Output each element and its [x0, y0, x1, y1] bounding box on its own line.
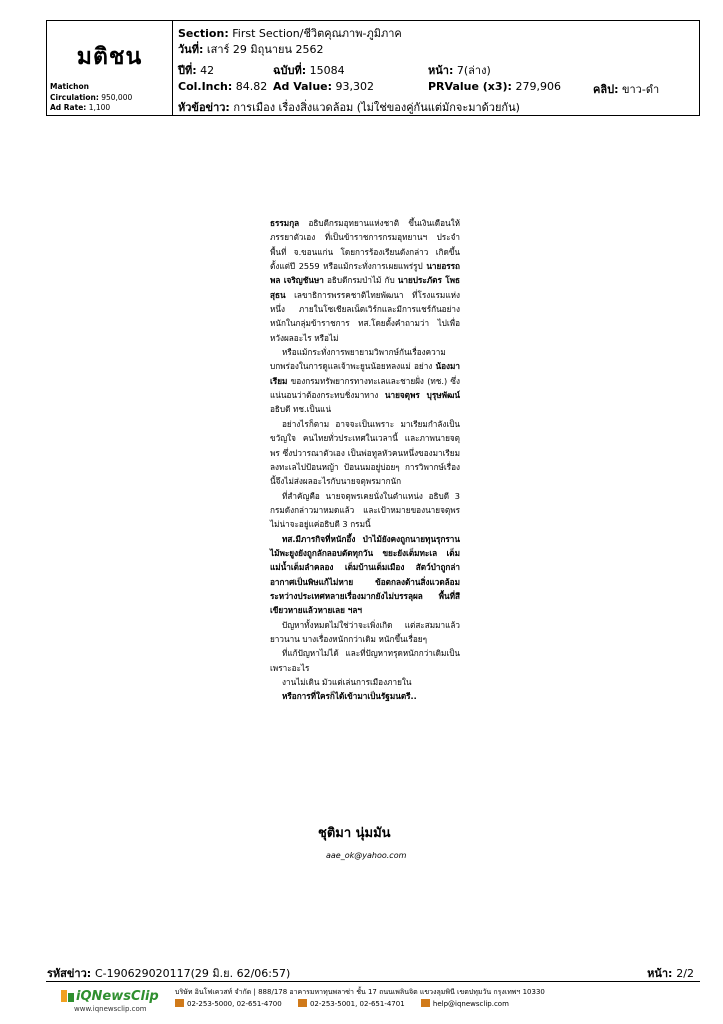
colinch-row — [178, 80, 267, 93]
adrate-value: 1,100 — [88, 103, 111, 112]
article-paragraph — [270, 345, 460, 417]
article-body — [270, 216, 460, 704]
circulation-value: 950,000 — [101, 92, 133, 102]
issue-value: 15084 — [309, 64, 345, 77]
article-paragraph: ที่แก้ปัญหาไม่ได้ และที่ปัญหาทรุดหนักกว่าเดิมเป็นเพราะอะไร — [270, 648, 460, 673]
company-address: บริษัท อินโฟเควสท์ จำกัด | 888/178 อาคารมหาทุนพลาซ่า ชั้น 17 ถนนเพลินจิต แขวงลุมพินี เขตปทุมวัน กรุงเทพฯ 10330 — [175, 988, 545, 996]
author-email: aae_ok@yahoo.com — [326, 851, 407, 860]
article-paragraph-emphasis — [270, 689, 460, 703]
brand-name: iQNewsClip — [76, 989, 159, 1004]
page-row — [428, 61, 491, 79]
headline-value: การเมือง เรื่องสิ่งแวดล้อม (ไม่ใช่ของคู่กันแต่มักจะมาด้วยกัน) — [233, 101, 520, 114]
footer-divider — [46, 981, 700, 982]
article-paragraph: อย่างไรก็ตาม อาจจะเป็นเพราะ มาเรียมกำลังเป็นขวัญใจ คนไทยทั่วประเทศในเวลานี้ และภาพนายจตุพร ซึ่งปวารณาตัวเอง เป็นพ่อทูลหัวคนหนึ่งของมาเรียมลงทะเลไปป้อนหญ้า ป้อนนมอยู่บ่อยๆ การวิพากษ์เรื่องนี้จึงไม่ส่งผลอะไรกับนายจตุพรมากนัก — [270, 418, 460, 487]
adrate-label: Ad Rate: — [50, 103, 87, 112]
section-label: Section: — [178, 27, 229, 40]
phone-icon — [175, 999, 184, 1007]
news-code — [47, 964, 290, 982]
article-paragraph — [270, 216, 460, 345]
fax-contact — [298, 998, 405, 1010]
year-label: ปีที่: — [178, 64, 197, 77]
iqnewsclip-logo[interactable] — [60, 987, 178, 1019]
date-row — [178, 40, 323, 58]
paragraph-text: ของกรมทรัพยากรทางทะเลและชายฝั่ง (ทช.) ซึ่งแน่นอนว่าต้องกระทบชิ่งมาทาง — [270, 375, 460, 401]
phone-contact — [175, 998, 282, 1010]
paragraph-text: อธิบดีกรมอุทยานแห่งชาติ ขึ้นเงินเดือนให้ภรรยาตัวเอง ที่เป็นข้าราชการกรมอุทยานฯ ประจำพื้นที่ จ.ขอนแก่น โดยการร้องเรียนดังกล่าว เกิดขึ้นตั้งแต่ปี 2559 หรือแม้กระทั่งการเผยแพร่รูป — [270, 218, 460, 272]
emphasis-text: หรือการที่ใครก็ได้เข้ามาเป็นรัฐมนตรี.. — [282, 691, 417, 702]
year-value: 42 — [200, 64, 215, 77]
colinch-label: Col.Inch: — [178, 80, 233, 93]
person-name: นายอรรถพล เจริญชันษา — [270, 261, 460, 286]
fax-number: 02-253-5001, 02-651-4701 — [309, 1000, 405, 1008]
person-name: นายประภัตร โพธสุธน — [270, 275, 461, 300]
clip-type-label: คลิป: — [593, 83, 619, 96]
email-contact[interactable] — [421, 998, 509, 1010]
advalue-value: 93,302 — [335, 80, 375, 93]
paragraph-text: อธิบดีกรมป่าไม้ กับ — [323, 275, 398, 286]
advalue-label: Ad Value: — [273, 80, 333, 93]
page-value: 7(ล่าง) — [456, 64, 491, 77]
paragraph-text: อธิบดี ทช.เป็นแน่ — [270, 404, 332, 415]
clip-header — [46, 20, 700, 116]
person-name: นายจตุพร บุรุษพัฒน์ — [384, 390, 461, 401]
fax-icon — [298, 999, 307, 1007]
clip-type-value: ขาว-ดำ — [621, 83, 660, 96]
email-address[interactable]: help@iqnewsclip.com — [432, 1000, 509, 1008]
news-code-label: รหัสข่าว: — [47, 967, 92, 980]
clip-type-row — [593, 80, 659, 98]
emphasis-text: ทส.มีภารกิจที่หนักอึ้ง ป่าไม้ยังคงถูกนายทุนรุกราน ไม้พะยูงยังถูกลักลอบตัดทุกวัน ขยะยังเต็มทะเล เต็มแม่น้ำเต็มลำคลอง เต็มบ้านเต็มเมือง สัตว์ป่าถูกล่า อากาศเป็นพิษแก้ไม่หาย ข้อตกลงด้านสิ่งแวดล้อมระหว่างประเทศหลายเรื่องมากยังไม่บรรลุผล พื้นที่สีเขียวหายแล้วหายเลย ฯลฯ — [270, 533, 460, 616]
paragraph-text: เลขาธิการพรรคชาติไทยพัฒนา ที่โรงแรมแห่งหนึ่ง ภายในโซเชียลเน็ตเวิร์กและมีการแชร์กันอย่างหนักในกลุ่มข้าราชการ ทส.โดยตั้งคำถามว่า ไปเพื่อหวังผลอะไร หรือไม่ — [270, 289, 460, 343]
publication-panel — [47, 21, 173, 115]
issue-row — [273, 61, 345, 79]
headline-row — [178, 98, 520, 116]
circulation-row — [50, 93, 132, 104]
contact-row — [175, 998, 545, 1010]
issue-label: ฉบับที่: — [273, 64, 307, 77]
news-code-value: C-190629020117(29 มิ.ย. 62/06:57) — [95, 967, 291, 980]
adrate-row — [50, 103, 132, 114]
email-icon — [421, 999, 430, 1007]
article-paragraph: ที่สำคัญคือ นายจตุพรเคยนั่งในตำแหน่ง อธิบดี 3 กรมดังกล่าวมาหมดแล้ว และเป้าหมายของนายจตุพรไม่น่าจะอยู่แค่อธิบดี 3 กรมนี้ — [270, 490, 460, 530]
circulation-label: Circulation: — [50, 92, 99, 102]
date-value: เสาร์ 29 มิถุนายน 2562 — [206, 43, 324, 56]
page-number-label: หน้า: — [647, 967, 673, 980]
prvalue-row — [428, 80, 561, 93]
page-label: หน้า: — [428, 64, 454, 77]
year-row — [178, 61, 214, 79]
company-info — [175, 986, 545, 1010]
advalue-row — [273, 80, 374, 93]
publication-meta — [50, 82, 132, 114]
prvalue-value: 279,906 — [515, 80, 561, 93]
author-byline: ชุติมา นุ่มมัน — [318, 826, 391, 841]
clip-details — [173, 21, 699, 115]
headline-label: หัวข้อข่าว: — [178, 101, 230, 114]
section-value: First Section/ชีวิตคุณภาพ-ภูมิภาค — [232, 27, 402, 40]
person-name: น้องมาเรียม — [270, 361, 460, 386]
paragraph-text: หรือแม้กระทั่งการพยายามวิพากษ์กันเรื่องความบกพร่องในการดูแลเจ้าพะยูนน้อยหลงแม่ อย่าง — [270, 347, 446, 372]
brand-mark-icon — [60, 988, 76, 1004]
article-paragraph: งานไม่เดิน มัวแต่เล่นการเมืองภายใน — [282, 677, 412, 687]
person-name: ธรรมกุล — [270, 218, 300, 228]
phone-number: 02-253-5000, 02-651-4700 — [187, 1000, 282, 1008]
article-paragraph: ปัญหาทั้งหมดไม่ใช่ว่าจะเพิ่งเกิด แต่สะสมมาแล้วยาวนาน บางเรื่องหนักกว่าเดิม หนักขึ้นเรื่อยๆ — [270, 619, 460, 644]
brand-url[interactable]: www.iqnewsclip.com — [74, 1005, 147, 1013]
date-label: วันที่: — [178, 43, 204, 56]
colinch-value: 84.82 — [235, 80, 268, 93]
page-number — [647, 964, 694, 982]
publication-logo: มติชน — [76, 44, 143, 70]
publication-name: Matichon — [50, 82, 89, 91]
prvalue-label: PRValue (x3): — [428, 80, 512, 93]
article-paragraph-emphasis — [270, 532, 460, 618]
page-number-value: 2/2 — [676, 967, 694, 980]
